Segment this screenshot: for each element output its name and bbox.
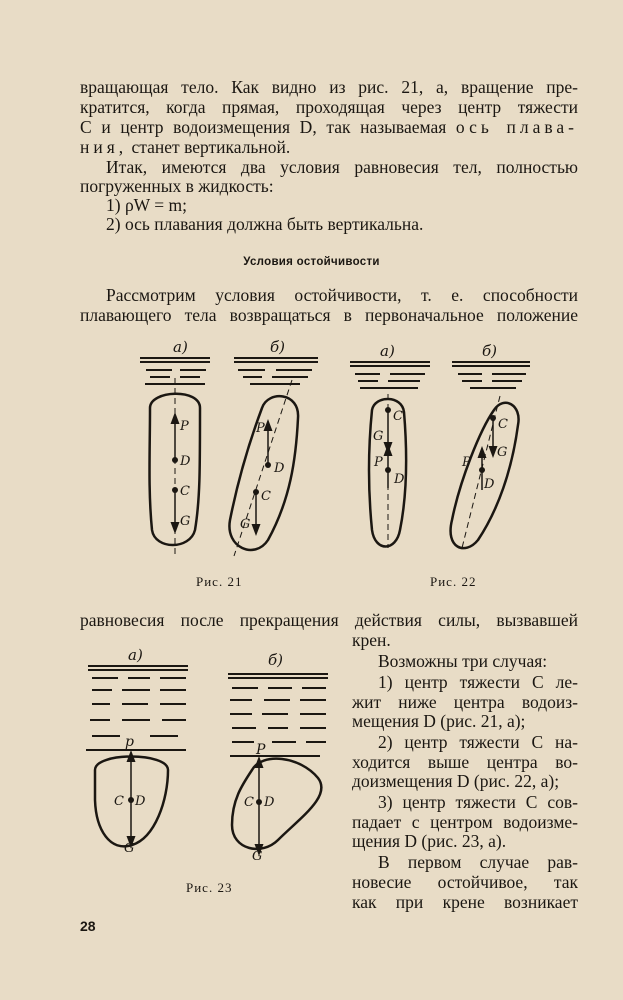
point-label: D [484,477,495,492]
fig22-label-b: б) [482,342,498,360]
point-label: D [394,472,405,487]
spaced-term: ось плава- [455,117,578,137]
condition-2: 2) ось плавания должна быть вертикальна. [106,214,424,234]
fig21-caption: Рис. 21 [196,574,243,589]
point-label: G [252,849,263,864]
text-line: ходится выше центра во- [352,752,578,772]
text-line: как при крене возникает [352,892,578,912]
section-heading: Условия остойчивости [243,256,380,268]
text-line: Возможны три случая: [378,651,548,671]
text-line: ния, станет вертикальной. [80,137,291,157]
text-line: погруженных в жидкость: [80,176,274,196]
point-label: G [124,841,135,856]
text-line: вращающая тело. Как видно из рис. 21, а, вращение пре- [80,77,578,97]
point-label: D [135,794,146,809]
fig21-label-b: б) [270,338,286,356]
text-line: 2) центр тяжести С на- [378,732,578,752]
point-label: C [114,794,124,809]
text-line: жит ниже центра водоиз- [352,692,578,712]
text-line: Рассмотрим условия остойчивости, т. е. способности [106,285,578,305]
point-label: p [125,734,134,750]
fig23-label-a: а) [128,646,143,664]
text-line: падает с центром водоизме- [352,812,578,832]
text-line: мещения D (рис. 21, а); [352,711,526,731]
text-line: 1) центр тяжести С ле- [378,672,578,692]
text-line: 3) центр тяжести С сов- [378,792,578,812]
text-line: Итак, имеются два условия равновесия тел, полностью [106,157,578,177]
text-line: кратится, когда прямая, проходящая через центр тяжести [80,97,578,117]
text-line: доизмещения D (рис. 22, а); [352,771,560,791]
point-label: C [180,484,190,499]
page-number: 28 [80,918,96,934]
point-label: G [497,445,508,460]
point-label: D [264,795,275,810]
fig22-caption: Рис. 22 [430,574,477,589]
point-label: P [256,742,266,758]
spaced-term: ния, [80,137,128,157]
point-label: G [373,429,384,444]
point-label: C [498,417,508,432]
text-line: крен. [352,630,391,650]
fig23-caption: Рис. 23 [186,880,233,895]
point-label: D [180,454,191,469]
text-line: новесие остойчивое, так [352,872,578,892]
point-label: P [462,455,471,470]
point-label: C [244,795,254,810]
text-line: плавающего тела возвращаться в первоначальное положение [80,305,578,325]
point-label: P [374,455,383,470]
text-line: В первом случае рав- [378,852,578,872]
fig22-label-a: а) [380,342,395,360]
text-line: щения D (рис. 23, а). [352,831,507,851]
text-line: С и центр водоизмещения D, так называемая ось плава- [80,117,578,137]
point-label: G [240,517,251,532]
point-label: C [261,489,271,504]
point-label: C [393,409,403,424]
fig23-label-b: б) [268,651,284,669]
point-label: P [256,421,265,436]
point-label: G [180,514,191,529]
point-label: P [180,419,189,434]
condition-1: 1) ρW = m; [106,195,187,215]
text-line: равновесия после прекращения действия силы, вызвавшей [80,610,578,630]
point-label: D [274,461,285,476]
fig21-label-a: а) [173,338,188,356]
